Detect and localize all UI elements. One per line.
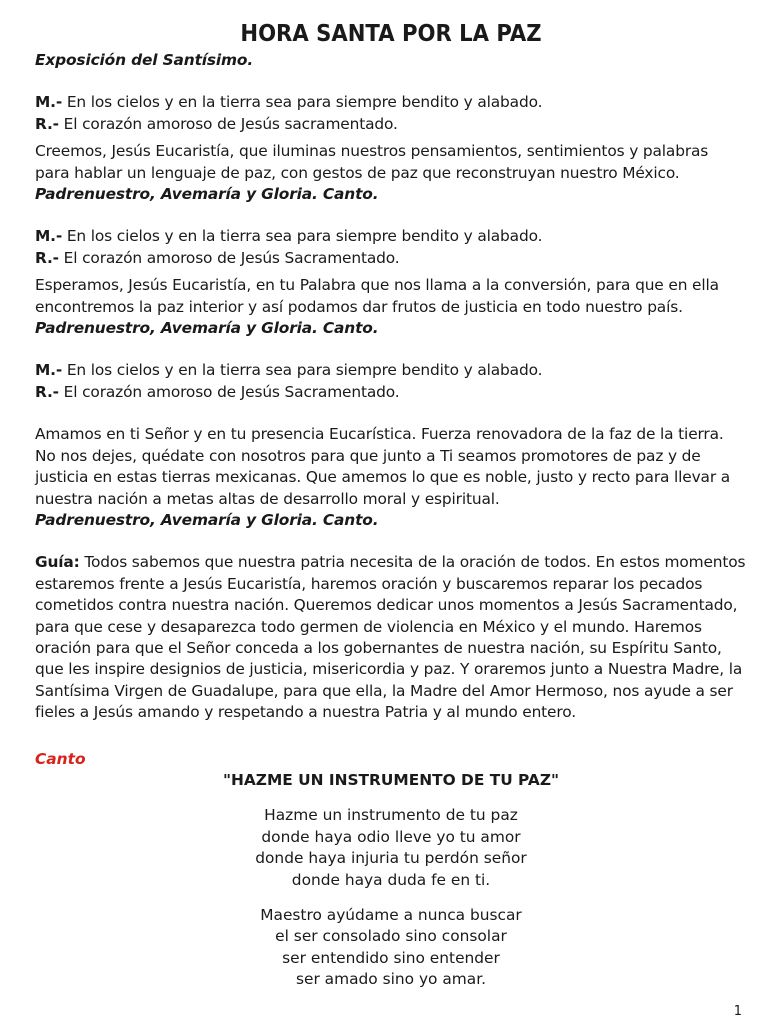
versicle-r-1: R.- El corazón amoroso de Jesús sacramentado. xyxy=(35,114,398,133)
exposicion-heading: Exposición del Santísimo. xyxy=(35,51,254,69)
guia-label: Guía: xyxy=(35,553,80,572)
versicle-r-3: R.- El corazón amoroso de Jesús Sacramentado. xyxy=(35,382,400,401)
prayers-line: Padrenuestro, Avemaría y Gloria. Canto. xyxy=(35,319,379,338)
versicle-m-1: M.- En los cielos y en la tierra sea para siempre bendito y alabado. xyxy=(35,93,543,112)
stanza-1 xyxy=(35,805,747,891)
page-title: HORA SANTA POR LA PAZ xyxy=(240,21,542,47)
prayers-line: Padrenuestro, Avemaría y Gloria. Canto. xyxy=(35,510,379,529)
stanza-line: ser entendido sino entender xyxy=(282,948,500,967)
stanza-line: donde haya injuria tu perdón señor xyxy=(255,849,527,868)
document-page xyxy=(35,18,747,991)
stanza-line: donde haya duda fe en ti. xyxy=(291,870,491,889)
canto-label: Canto xyxy=(35,749,86,768)
paragraph-esperamos: Esperamos, Jesús Eucaristía, en tu Palabra que nos llama a la conversión, para que en ella encontremos la paz interior y así podamos dar frutos de justicia en todo nuestro país. Padrenuestro, Avemaría y Gloria. Canto. xyxy=(35,276,719,338)
stanza-line: Maestro ayúdame a nunca buscar xyxy=(260,906,522,924)
stanza-line: el ser consolado sino consolar xyxy=(275,927,507,946)
song-title: "HAZME UN INSTRUMENTO DE TU PAZ" xyxy=(222,770,560,789)
paragraph-creemos: Creemos, Jesús Eucaristía, que iluminas nuestros pensamientos, sentimientos y palabras para hablar un lenguaje de paz, con gestos de paz que reconstruyan nuestro México. Padrenuestro, Avemaría y Gloria. Canto. xyxy=(35,142,709,204)
versicle-r-2: R.- El corazón amoroso de Jesús Sacramentado. xyxy=(35,248,400,267)
prayers-line: Padrenuestro, Avemaría y Gloria. Canto. xyxy=(35,185,379,204)
paragraph-amamos: Amamos en ti Señor y en tu presencia Eucarística. Fuerza renovadora de la faz de la tierra. No nos dejes, quédate con nosotros para que junto a Ti seamos promotores de paz y de justicia en estas tierras mexicanas. Que amemos lo que es noble, justo y recto para llevar a nuestra nación a metas altas de desarrollo moral y espiritual. Padrenuestro, Avemaría y Gloria. Canto. xyxy=(35,425,731,529)
stanza-line: donde haya odio lleve yo tu amor xyxy=(261,827,521,846)
stanza-2 xyxy=(35,905,747,991)
stanza-line: ser amado sino yo amar. xyxy=(295,970,487,989)
versicle-m-2: M.- En los cielos y en la tierra sea para siempre bendito y alabado. xyxy=(35,227,543,246)
paragraph-guia: Guía: Todos sabemos que nuestra patria necesita de la oración de todos. En estos momentos estaremos frente a Jesús Eucaristía, haremos oración y buscaremos reparar los pecados cometidos contra nuestra nación. Queremos dedicar unos momentos a Jesús Sacramentado, para que cese y desaparezca todo germen de violencia en México y el mundo. Haremos oración para que el Señor conceda a los gobernantes de nuestra nación, su Espíritu Santo, que les inspire designios de justicia, misericordia y paz. Y oraremos junto a Nuestra Madre, la Santísima Virgen de Guadalupe, para que ella, la Madre del Amor Hermoso, nos ayude a ser fieles a Jesús amando y respetando a nuestra Patria y al mundo entero. xyxy=(35,553,746,722)
stanza-line: Hazme un instrumento de tu paz xyxy=(264,806,518,825)
page-number: 1 xyxy=(733,1004,742,1019)
versicle-m-3: M.- En los cielos y en la tierra sea para siempre bendito y alabado. xyxy=(35,361,543,380)
